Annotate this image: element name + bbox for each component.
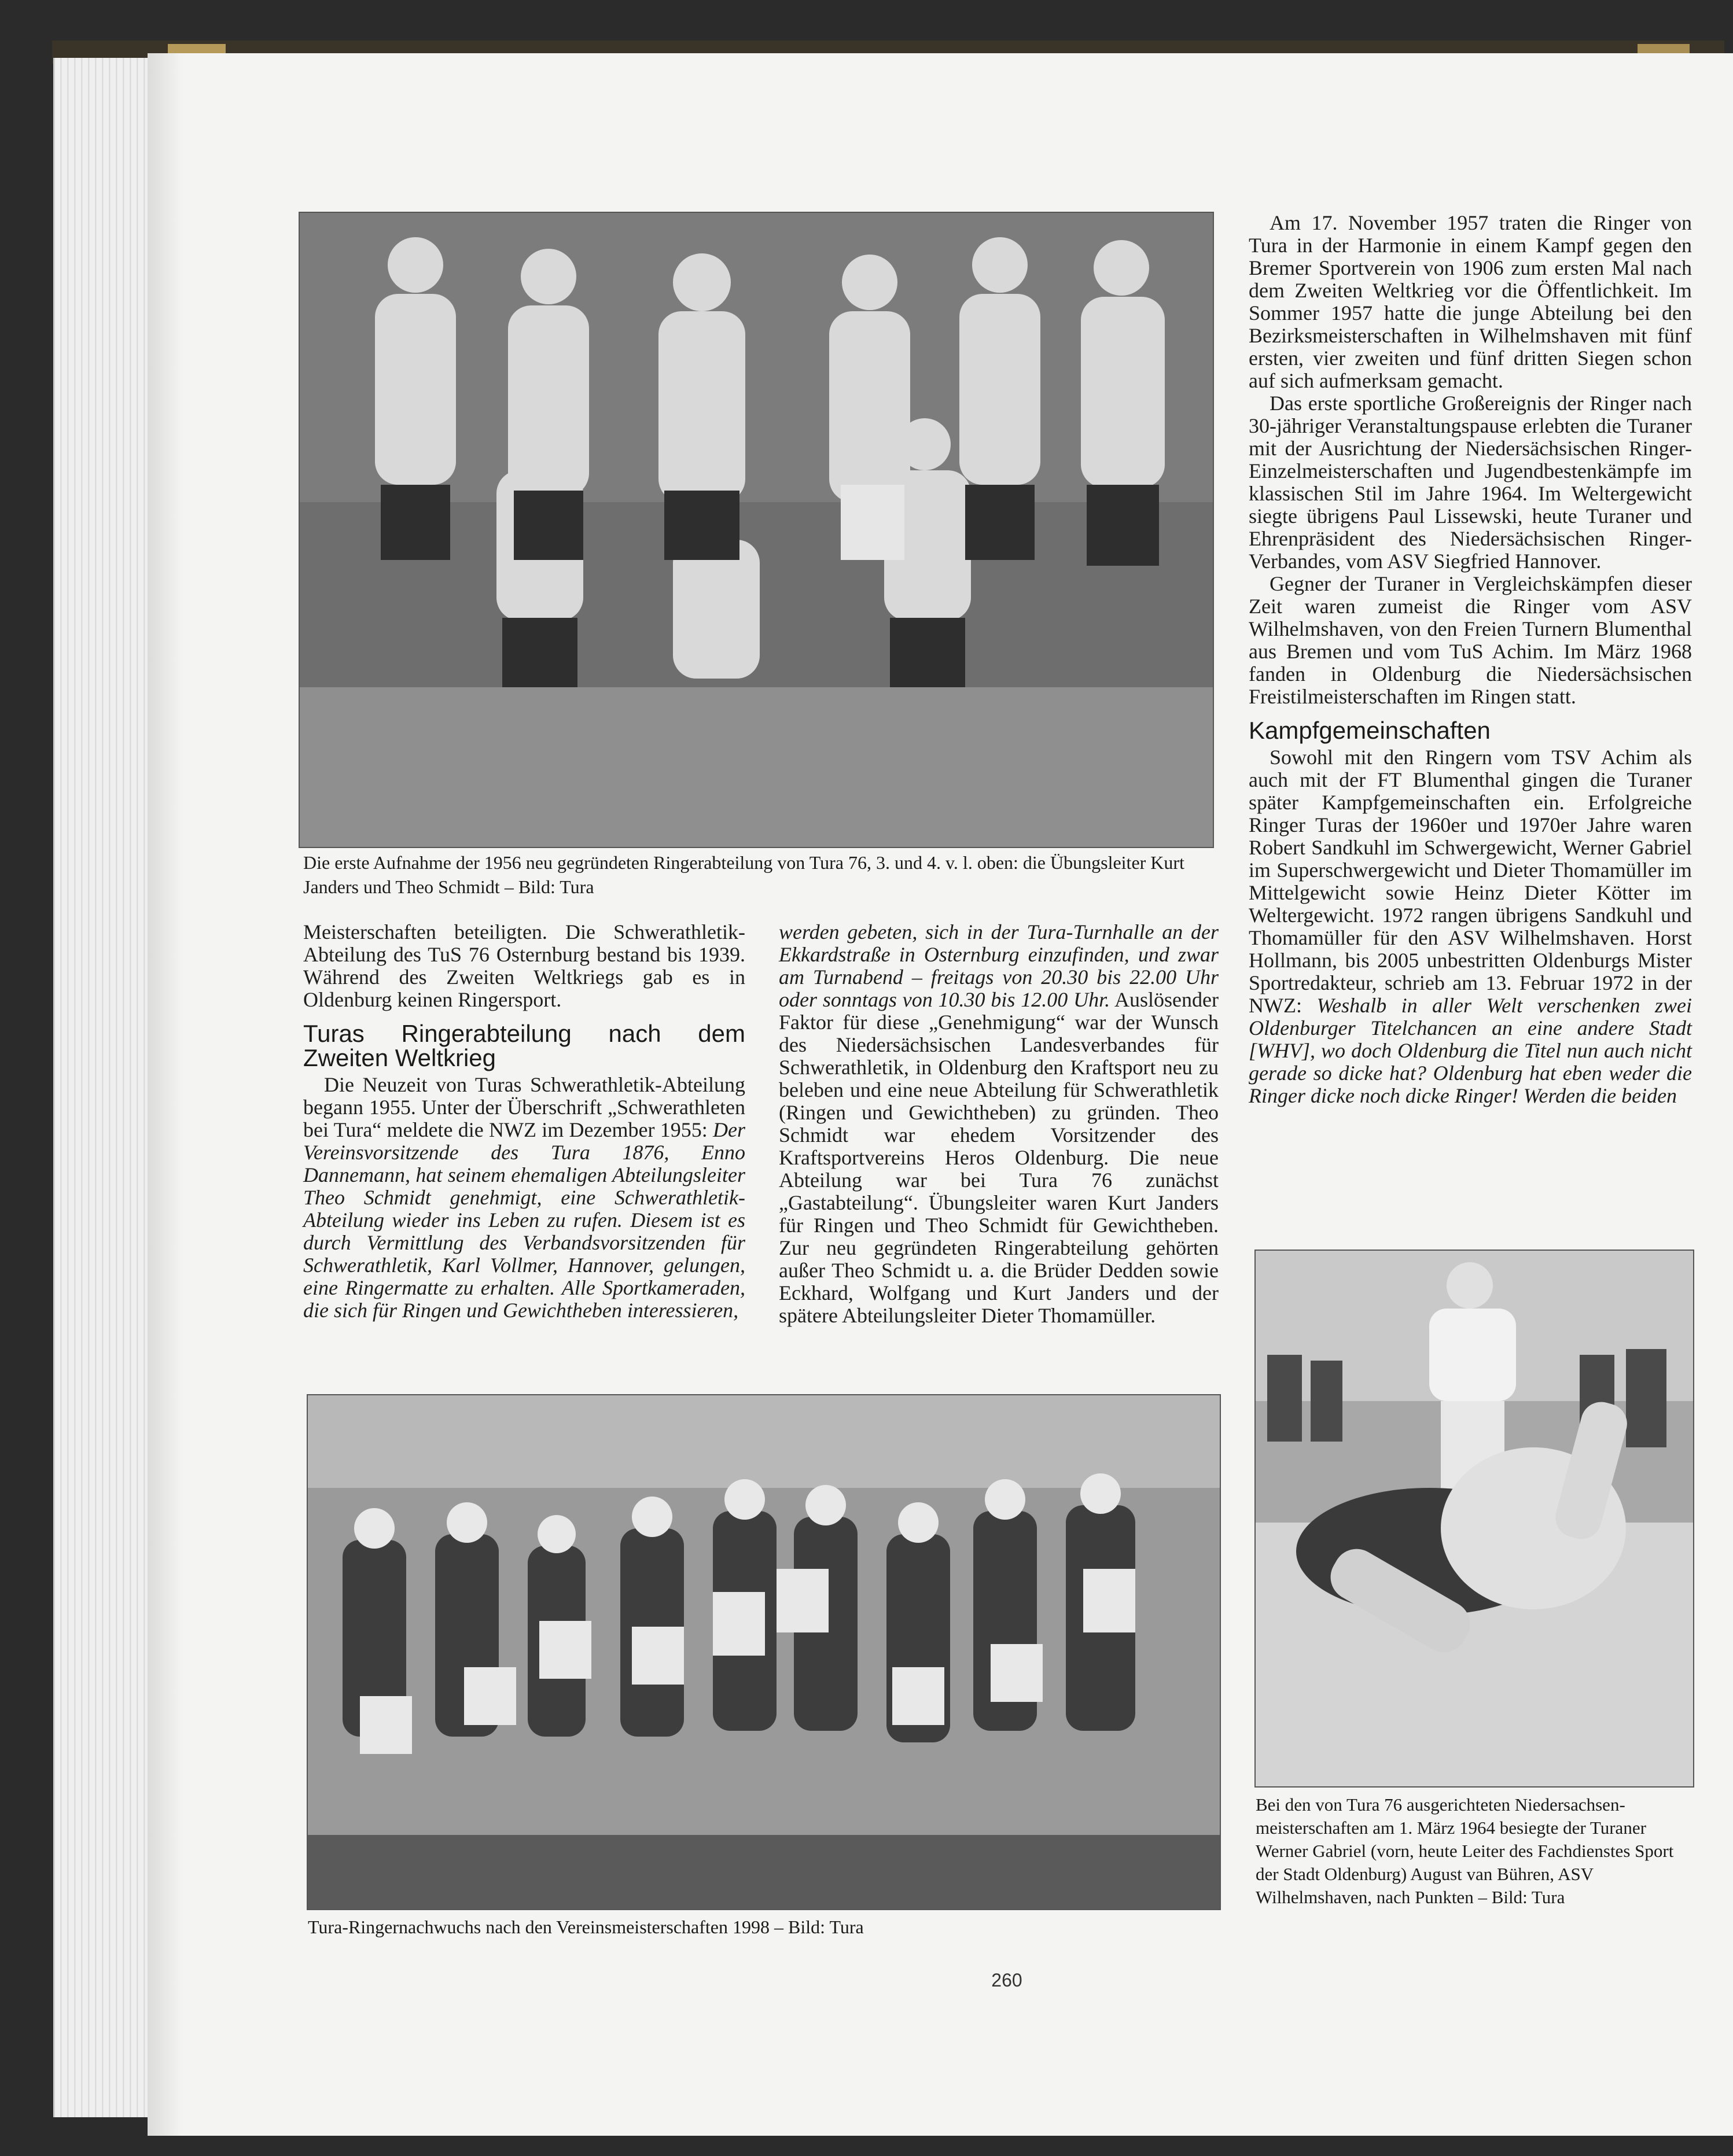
quote-italic: Weshalb in aller Welt verschenken zwei Oldenburger Titelchancen an eine andere Stadt [WHV], wo doch Oldenburg die Titel nun auch nicht gerade so dicke hat? Oldenburg hat eben weder die Ringer dicke noch dicke Ringer! Werden die beiden: [1249, 994, 1692, 1107]
page-stack-edges: [53, 58, 150, 2117]
caption-match-photo: Bei den von Tura 76 ausgerichteten Niedersachsenmeisterschaften am 1. März 1964 besiegte der Turaner Werner Gabriel (vorn, heute Leiter des Fachdienstes Sport der Stadt Oldenburg) August van Bühren, ASV Wilhelmshaven, nach Punkten – Bild: Tura: [1256, 1794, 1674, 1907]
section-heading: Kampfgemeinschaften: [1249, 717, 1491, 744]
paragraph: Das erste sportliche Großereignis der Ringer nach 30-jähriger Veranstaltungspause erlebten die Turaner mit der Ausrichtung der Niedersächsischen Ringer-Einzelmeisterschaften und Jugendbestenkämpfe im klassischen Stil im Jahre 1964. Im Weltergewicht siegte übrigens Paul Lissewski, heute Turaner und Ehrenpräsident des Niedersächsischen Ringer-Verbandes, vom ASV Siegfried Hannover.: [1249, 392, 1692, 573]
caption-youth-photo: Tura-Ringernachwuchs nach den Vereinsmeisterschaften 1998 – Bild: Tura: [308, 1917, 864, 1937]
youth-wrestlers-photo-1998: [307, 1394, 1221, 1910]
wrestling-match-photo-1964: [1254, 1250, 1694, 1788]
paragraph: Sowohl mit den Ringern vom TSV Achim als auch mit der FT Blumenthal gingen die Turaner später Kampfgemeinschaften ein. Erfolgreiche Ringer Turas der 1960er und 1970er Jahre waren Robert Sandkuhl im Schwergewicht, Werner Gabriel im Superschwergewicht und Dieter Thomamüller im Mittelgewicht sowie Heinz Dieter Kötter im Weltergewicht. 1972 rangen übrigens Sandkuhl und Thomamüller für den ASV Wilhelmshaven. Horst Hollmann, bis 2005 unbestritten Oldenburgs Mister Sportredakteur, schrieb am 13. Februar 1972 in der NWZ: Weshalb in aller Welt verschenken zwei Oldenburger Titelchancen an eine andere Stadt [WHV], wo doch Oldenburg die Titel nun auch nicht gerade so dicke hat? Oldenburg hat eben weder die Ringer dicke noch dicke Ringer! Werden die beiden: [1249, 746, 1692, 1107]
paragraph: werden gebeten, sich in der Tura-Turnhalle an der Ekkardstraße in Osternburg einzufinden, und zwar am Turnabend – freitags von 20.30 bis 22.00 Uhr oder sonntags von 10.30 bis 12.00 Uhr. Auslösender Faktor für diese „Genehmigung“ war der Wunsch des Niedersächsischen Landesverbandes für Schwerathletik, in Oldenburg den Kraftsport neu zu beleben und eine neue Abteilung für Schwerathletik (Ringen und Gewichtheben) zu gründen. Theo Schmidt war ehedem Vorsitzender des Kraftsportvereins Heros Oldenburg. Die neue Abteilung war bei Tura 76 zunächst „Gastabteilung“. Übungsleiter waren Kurt Janders für Ringen und Theo Schmidt für Gewichtheben. Zur neu gegründeten Ringerabteilung gehörten außer Theo Schmidt u. a. die Brüder Dedden sowie Eckhard, Wolfgang und Kurt Janders und der spätere Abteilungsleiter Dieter Thomamüller.: [779, 920, 1219, 1327]
quote-italic: werden gebeten, sich in der Tura-Turnhalle an der Ekkardstraße in Osternburg einzufinden, und zwar am Turnabend – freitags von 20.30 bis 22.00 Uhr oder sonntags von 10.30 bis 12.00 Uhr.: [779, 920, 1219, 1011]
page-number: 260: [991, 1970, 1022, 1991]
paragraph: Am 17. November 1957 traten die Ringer von Tura in der Harmonie in einem Kampf gegen den Bremer Sportverein von 1906 zum ersten Mal nach dem Zweiten Weltkrieg vor die Öffentlichkeit. Im Sommer 1957 hatte die junge Abteilung bei den Bezirksmeisterschaften in Wilhelmshaven mit fünf ersten, vier zweiten und fünf dritten Siegen schon auf sich aufmerksam gemacht.: [1249, 211, 1692, 392]
caption-team-photo: Die erste Aufnahme der 1956 neu gegründeten Ringerabteilung von Tura 76, 3. und 4. v. l. oben: die Übungsleiter Kurt Janders und Theo Schmidt – Bild: Tura: [303, 852, 1184, 897]
text-column-left: [303, 921, 745, 1322]
section-heading: Turas Ringerabteilung nach dem Zweiten Weltkrieg: [303, 1020, 745, 1071]
text-column-right: [1249, 212, 1692, 1107]
gutter-shadow: [148, 53, 182, 2136]
paragraph: Gegner der Turaner in Vergleichskämpfen dieser Zeit waren zumeist die Ringer vom ASV Wilhelmshaven, von den Freien Turnern Blumenthal aus Bremen und vom TuS Achim. Im März 1968 fanden in Oldenburg die Niedersächsischen Freistilmeisterschaften im Ringen statt.: [1249, 572, 1692, 708]
text-column-middle: [779, 921, 1219, 1327]
quote-italic: Der Vereinsvorsitzende des Tura 1876, Enno Dannemann, hat seinem ehemaligen Abteilungsleiter Theo Schmidt genehmigt, eine Schwerathletik-Abteilung wieder ins Leben zu rufen. Diesem ist es durch Vermittlung des Verbandsvorsitzenden für Schwerathletik, Karl Vollmer, Hannover, gelungen, eine Ringermatte zu erhalten. Alle Sportkameraden, die sich für Ringen und Gewichtheben interessieren,: [303, 1118, 745, 1322]
team-photo-1956: [299, 212, 1214, 848]
paragraph: Die Neuzeit von Turas Schwerathletik-Abteilung begann 1955. Unter der Überschrift „Schwerathleten bei Tura“ meldete die NWZ im Dezember 1955: Der Vereinsvorsitzende des Tura 1876, Enno Dannemann, hat seinem ehemaligen Abteilungsleiter Theo Schmidt genehmigt, eine Schwerathletik-Abteilung wieder ins Leben zu rufen. Diesem ist es durch Vermittlung des Verbandsvorsitzenden für Schwerathletik, Karl Vollmer, Hannover, gelungen, eine Ringermatte zu erhalten. Alle Sportkameraden, die sich für Ringen und Gewichtheben interessieren,: [303, 1073, 745, 1322]
paragraph: Meisterschaften beteiligten. Die Schwerathletik-Abteilung des TuS 76 Osternburg bestand bis 1939. Während des Zweiten Weltkriegs gab es in Oldenburg keinen Ringersport.: [303, 920, 745, 1011]
